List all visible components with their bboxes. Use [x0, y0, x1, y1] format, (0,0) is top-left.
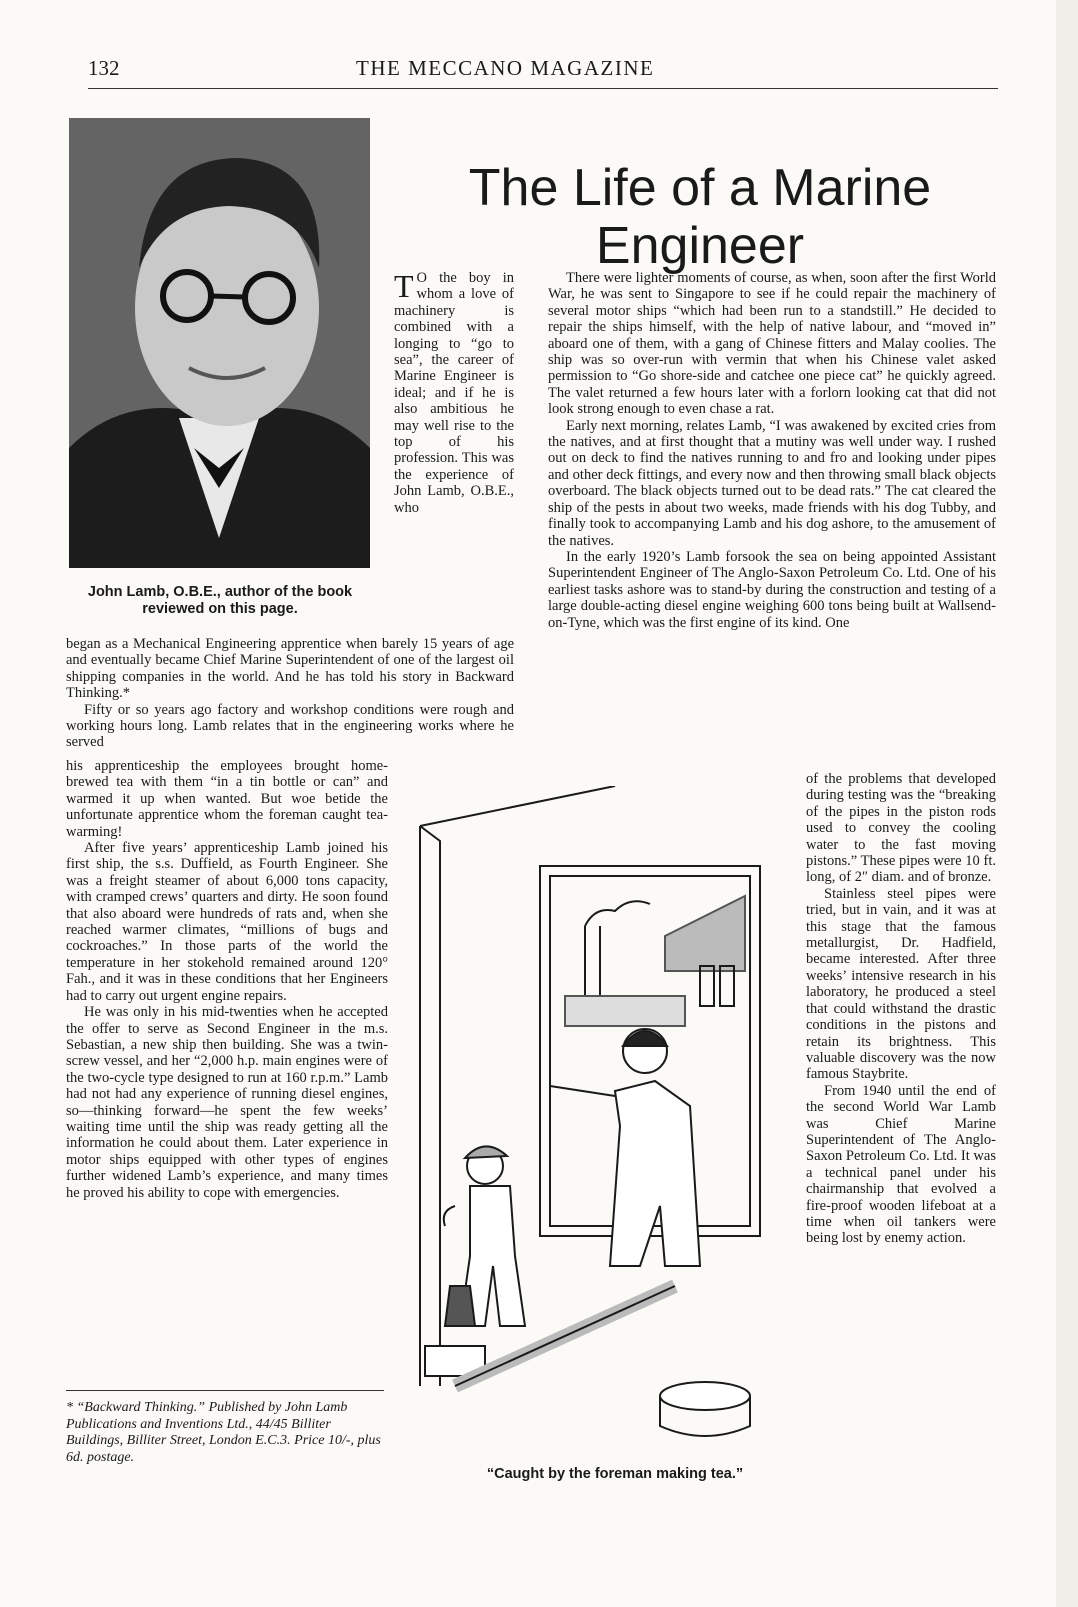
page-number: 132: [88, 56, 120, 80]
magazine-title: THE MECCANO MAGAZINE: [356, 56, 655, 80]
author-photo: [69, 118, 370, 568]
para-fifty-continued: his apprenticeship the employees brought home-brewed tea with them “in a tin bottle or can” and warmed it up when wanted. But woe betide the unfortunate apprentice whom the foreman caught tea-warming!: [66, 758, 388, 840]
photo-caption: John Lamb, O.B.E., author of the book reviewed on this page.: [87, 584, 353, 617]
article-title: The Life of a Marine Engineer: [468, 158, 932, 275]
left-column: [66, 758, 388, 1201]
drop-cap: T: [394, 268, 414, 304]
para-lighter-moments: There were lighter moments of course, as when, soon after the first World War, he was sent to Singapore to see if he could repair the machinery of several motor ships “which had been run to a standstill.” He decided to repair the ships himself, with the help of native labour, and “moved in” aboard one of them, with a gang of Chinese fitters and Malay coolies. The ship was so over-run with vermin that when his Chinese valet asked permission to “Go shore-side and catchee one piece cat” he quickly agreed. The valet returned a few hours later with a forlorn looking cat that did not look strong enough to even chase a rat.: [548, 270, 996, 418]
footnote: * “Backward Thinking.” Published by John Lamb Publications and Inventions Ltd., 44/45 Billiter Buildings, Billiter Street, London E.C.3. Price 10/-, plus 6d. postage.: [66, 1400, 381, 1465]
right-narrow-column: [806, 771, 996, 1247]
para-fifty-years: Fifty or so years ago factory and workshop conditions were rough and working hours long. Lamb relates that in the engineering works where he served: [66, 701, 514, 751]
para-1920s-continued: of the problems that developed during testing was the “breaking of the pipes in the piston rods used to convey the cooling water to the fast moving pistons.” These pipes were 10 ft. long, of 2″ diam. and of bronze.: [806, 771, 996, 886]
footnote-rule: [66, 1390, 384, 1391]
intro-continued: began as a Mechanical Engineering apprentice when barely 15 years of age and eventually became Chief Marine Superintendent of one of the largest oil shipping companies in the world. And he has told his story in Backward Thinking.*: [66, 636, 514, 702]
right-wide-column: [548, 270, 996, 631]
intro-narrow-column: [394, 270, 514, 516]
para-mid-twenties: He was only in his mid-twenties when he accepted the offer to serve as Second Engineer in the m.s. Sebastian, a new ship then building. She was a twin-screw vessel, and her “2,000 h.p. main engines were of the two-cycle type designed to run at 160 r.p.m.” Lamb had not had any experience of running diesel engines, so—thinking forward—he spent the few weeks’ waiting time until the ship was ready getting all the information he could about them. Later experience in motor ships equipped with other types of engines further widened Lamb’s experience, and many times he proved his ability to cope with emergencies.: [66, 1004, 388, 1201]
page-edge: [1056, 0, 1078, 1607]
intro-wide-column: [66, 636, 514, 751]
cartoon-caption: “Caught by the foreman making tea.”: [486, 1466, 744, 1482]
para-stainless: Stainless steel pipes were tried, but in vain, and it was at this stage that the famous metallurgist, Dr. Hadfield, became interested. After three weeks’ intensive research in his laboratory, he produced a steel that could withstand the drastic conditions in the pistons and retain its brightness. This valuable discovery was the now famous Staybrite.: [806, 885, 996, 1083]
para-five-years: After five years’ apprenticeship Lamb joined his first ship, the s.s. Duffield, as Fourth Engineer. She was a freight steamer of about 6,000 tons capacity, with cramped crews’ quarters and dirty. He soon found that also aboard were hundreds of rats and, when she reached warmer climates, “millions of bugs and cockroaches.” In those parts of the world the temperature in her stokehold remained around 120° Fah., and it was in these conditions that her Engineers had to carry out urgent engine repairs.: [66, 840, 388, 1004]
header-rule: [88, 88, 998, 89]
para-1940: From 1940 until the end of the second World War Lamb was Chief Marine Superintendent of The Anglo-Saxon Petroleum Co. Ltd. It was a technical panel under his chairmanship that evolved a fire-proof wooden lifeboat at a time when oil tankers were being lost by enemy action.: [806, 1082, 996, 1247]
para-1920s: In the early 1920’s Lamb forsook the sea on being appointed Assistant Superintendent Engineer of The Anglo-Saxon Petroleum Co. Ltd. One of his earliest tasks ashore was to stand-by during the construction and testing of a large double-acting diesel engine weighing 600 tons being built at Wallsend-on-Tyne, which was the first engine of its kind. One: [548, 548, 996, 631]
intro-text: O the boy in whom a love of machinery is combined with a longing to “go to sea”, the career of Marine Engineer is ideal; and if he is also ambitious he may well rise to the top of his profession. This was the experience of John Lamb, O.B.E., who: [394, 270, 514, 516]
cartoon-illustration: [415, 786, 800, 1456]
para-early-morning: Early next morning, relates Lamb, “I was awakened by excited cries from the natives, and at first thought that a mutiny was well under way. I rushed out on deck to find the natives running to and fro and looking under pipes and other deck fittings, and every now and then throwing small black objects overboard. The black objects turned out to be dead rats.” The cat cleared the ship of the pests in about two weeks, made friends with his dog Tubby, and finally took to accompanying Lamb and his dog ashore, to the amusement of the natives.: [548, 417, 996, 549]
